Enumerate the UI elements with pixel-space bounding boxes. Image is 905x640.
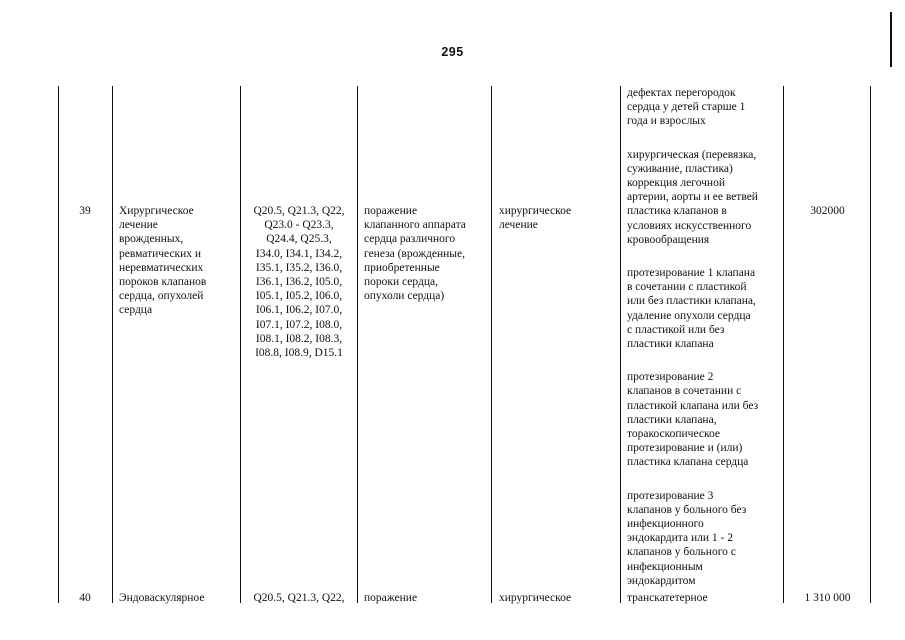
text-line: клапанов в сочетании с bbox=[627, 385, 742, 398]
price: 302000 bbox=[810, 205, 845, 217]
treatment-method: транскатетерное bbox=[627, 592, 708, 604]
text-line: Q20.5, Q21.3, Q22, bbox=[253, 205, 345, 217]
procedure-name bbox=[119, 204, 206, 318]
text-line: неревматических bbox=[119, 261, 204, 274]
text-line: хирургическое bbox=[499, 205, 572, 217]
text-line: клапанного аппарата bbox=[364, 219, 466, 232]
text-line: эндокардитом bbox=[627, 574, 696, 587]
treatment-method bbox=[627, 86, 758, 588]
text-line: сердца у детей старше 1 bbox=[627, 101, 746, 114]
icd-codes bbox=[240, 204, 358, 360]
text-line: инфекционного bbox=[627, 518, 704, 531]
table-border-left bbox=[58, 86, 59, 603]
text-line: суживание, пластика) bbox=[627, 162, 733, 175]
method-block bbox=[627, 148, 758, 247]
table-border-right bbox=[870, 86, 871, 603]
text-line: лечение bbox=[499, 219, 538, 232]
price: 1 310 000 bbox=[804, 592, 851, 604]
text-line: эндокардита или 1 - 2 bbox=[627, 532, 733, 545]
text-line: пороки сердца, bbox=[364, 276, 438, 289]
icd-codes: Q20.5, Q21.3, Q22, bbox=[253, 592, 345, 604]
text-line: лечение bbox=[119, 219, 158, 232]
text-line: пластики клапана, bbox=[627, 413, 717, 426]
treatment-type bbox=[499, 204, 571, 232]
text-line: приобретенные bbox=[364, 261, 440, 274]
text-line: I34.0, I34.1, I34.2, bbox=[255, 247, 343, 260]
method-continuation bbox=[627, 86, 758, 129]
text-line: торакоскопическое bbox=[627, 428, 720, 441]
text-line: Хирургическое bbox=[119, 205, 194, 217]
text-line: I08.8, I08.9, D15.1 bbox=[255, 347, 343, 360]
text-line: удаление опухоли сердца bbox=[627, 309, 751, 322]
page-edge-mark bbox=[890, 12, 892, 67]
text-line: Q23.0 - Q23.3, bbox=[264, 219, 334, 232]
text-line: I35.1, I35.2, I36.0, bbox=[255, 261, 343, 274]
page-number: 295 bbox=[441, 45, 464, 59]
text-line: поражение bbox=[364, 205, 418, 217]
text-line: I05.1, I05.2, I06.0, bbox=[255, 290, 343, 303]
text-line: пороков клапанов bbox=[119, 276, 207, 289]
text-line: сердца, опухолей bbox=[119, 290, 204, 303]
text-line: опухоли сердца) bbox=[364, 290, 445, 303]
text-line: врожденных, bbox=[119, 233, 184, 246]
text-line: Q24.4, Q25.3, bbox=[266, 233, 332, 246]
text-line: клапанов у больного с bbox=[627, 546, 736, 559]
row-number: 40 bbox=[79, 592, 91, 604]
procedure-name: Эндоваскулярное bbox=[119, 592, 205, 604]
treatment-type: хирургическое bbox=[499, 592, 572, 604]
text-line: артерии, аорты и ее ветвей bbox=[627, 191, 758, 204]
text-line: I08.1, I08.2, I08.3, bbox=[255, 332, 343, 345]
text-line: кровообращения bbox=[627, 233, 710, 246]
table-border-col6 bbox=[783, 86, 784, 603]
row-number: 39 bbox=[79, 205, 91, 217]
text-line: сердца различного bbox=[364, 233, 456, 246]
text-line: протезирование 3 bbox=[627, 489, 714, 502]
text-line: коррекция легочной bbox=[627, 177, 725, 190]
method-block bbox=[627, 370, 758, 469]
text-line: I07.1, I07.2, I08.0, bbox=[255, 318, 343, 331]
text-line: протезирование и (или) bbox=[627, 442, 743, 455]
patient-model bbox=[364, 204, 466, 303]
text-line: пластика клапана сердца bbox=[627, 456, 749, 469]
text-line: протезирование 1 клапана bbox=[627, 267, 756, 280]
text-line: протезирование 2 bbox=[627, 371, 714, 384]
text-line: инфекционным bbox=[627, 560, 703, 573]
text-line: года и взрослых bbox=[627, 115, 706, 128]
text-line: сердца bbox=[119, 304, 153, 317]
text-line: ревматических и bbox=[119, 247, 202, 260]
table-border-col4 bbox=[491, 86, 492, 603]
text-line: в сочетании с пластикой bbox=[627, 281, 747, 294]
method-block bbox=[627, 489, 758, 588]
table-border-col5 bbox=[620, 86, 621, 603]
text-line: хирургическая (перевязка, bbox=[627, 148, 757, 161]
text-line: с пластикой или без bbox=[627, 323, 725, 336]
text-line: дефектах перегородок bbox=[627, 87, 736, 99]
text-line: генеза (врожденные, bbox=[364, 247, 465, 260]
patient-model: поражение bbox=[364, 592, 418, 604]
text-line: I36.1, I36.2, I05.0, bbox=[255, 276, 343, 289]
text-line: пластики клапана bbox=[627, 338, 714, 351]
method-block bbox=[627, 266, 758, 351]
text-line: I06.1, I06.2, I07.0, bbox=[255, 304, 343, 317]
text-line: клапанов у больного без bbox=[627, 503, 747, 516]
text-line: или без пластики клапана, bbox=[627, 295, 756, 308]
text-line: условиях искусственного bbox=[627, 219, 752, 232]
text-line: пластика клапанов в bbox=[627, 205, 727, 218]
table-border-col1 bbox=[112, 86, 113, 603]
text-line: пластикой клапана или без bbox=[627, 399, 759, 412]
